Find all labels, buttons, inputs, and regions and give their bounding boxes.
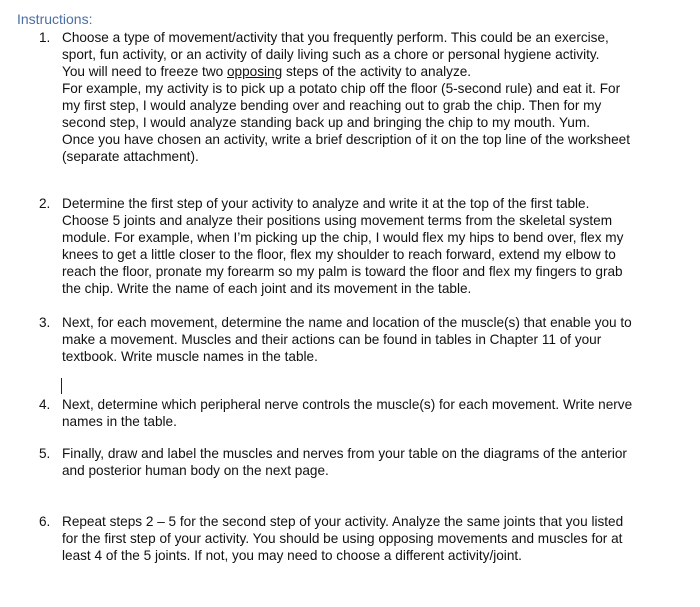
item-text-part: steps of the activity to analyze. For example, my activity is to pick up a potato chip off the floor (5-second rule) and eat it. For my first step, I would analyze bending over and reaching out to grab the chip. Then for my second step, I would analyze standing back up and bringing the chip to my mouth. Yum. Once you have chosen an activity, write a brief description of it on the top line of the worksheet (separate attachment). (62, 64, 630, 164)
instruction-item-5 (39, 445, 679, 479)
instruction-item-2 (39, 195, 679, 297)
item-text: Next, for each movement, determine the name and location of the muscle(s) that enable you to make a movement. Muscles and their actions can be found in tables in Chapter 11 of your textbook. Write muscle names in the table. (62, 315, 632, 364)
item-text: Determine the first step of your activity to analyze and write it at the top of the first table. Choose 5 joints and analyze their positions using movement terms from the skeletal system module. For example, when I’m picking up the chip, I would flex my hips to bend over, flex my knees to get a little closer to the floor, flex my shoulder to reach forward, extend my elbow to reach the floor, pronate my forearm so my palm is toward the floor and flex my fingers to grab the chip. Write the name of each joint and its movement in the table. (62, 196, 624, 296)
item-number: 5. (39, 446, 51, 461)
item-number: 6. (39, 514, 51, 529)
item-text (62, 29, 679, 165)
item-text: Repeat steps 2 – 5 for the second step of your activity. Analyze the same joints that you listed for the first step of your activity. You should be using opposing movements and muscles for at least 4 of the 5 joints. If not, you may need to choose a different activity/joint. (62, 514, 624, 563)
instruction-item-6 (39, 513, 679, 564)
text-cursor (61, 378, 62, 394)
instruction-item-1 (39, 29, 679, 165)
item-text-part: Choose a type of movement/activity that you frequently perform. This could be an exercise, sport, fun activity, or an activity of daily living such as a chore or personal hygiene activity. You will need to freeze two (62, 30, 609, 79)
item-text: Next, determine which peripheral nerve controls the muscle(s) for each movement. Write nerve names in the table. (62, 397, 633, 429)
item-number: 4. (39, 397, 51, 412)
item-number: 2. (39, 196, 51, 211)
instruction-item-3 (39, 314, 679, 365)
item-text: Finally, draw and label the muscles and nerves from your table on the diagrams of the anterior and posterior human body on the next page. (62, 446, 627, 478)
item-number: 3. (39, 315, 51, 330)
instruction-item-4 (39, 396, 679, 430)
instructions-heading: Instructions: (17, 11, 93, 27)
item-number: 1. (39, 30, 51, 45)
underlined-word: opposing (227, 64, 283, 79)
